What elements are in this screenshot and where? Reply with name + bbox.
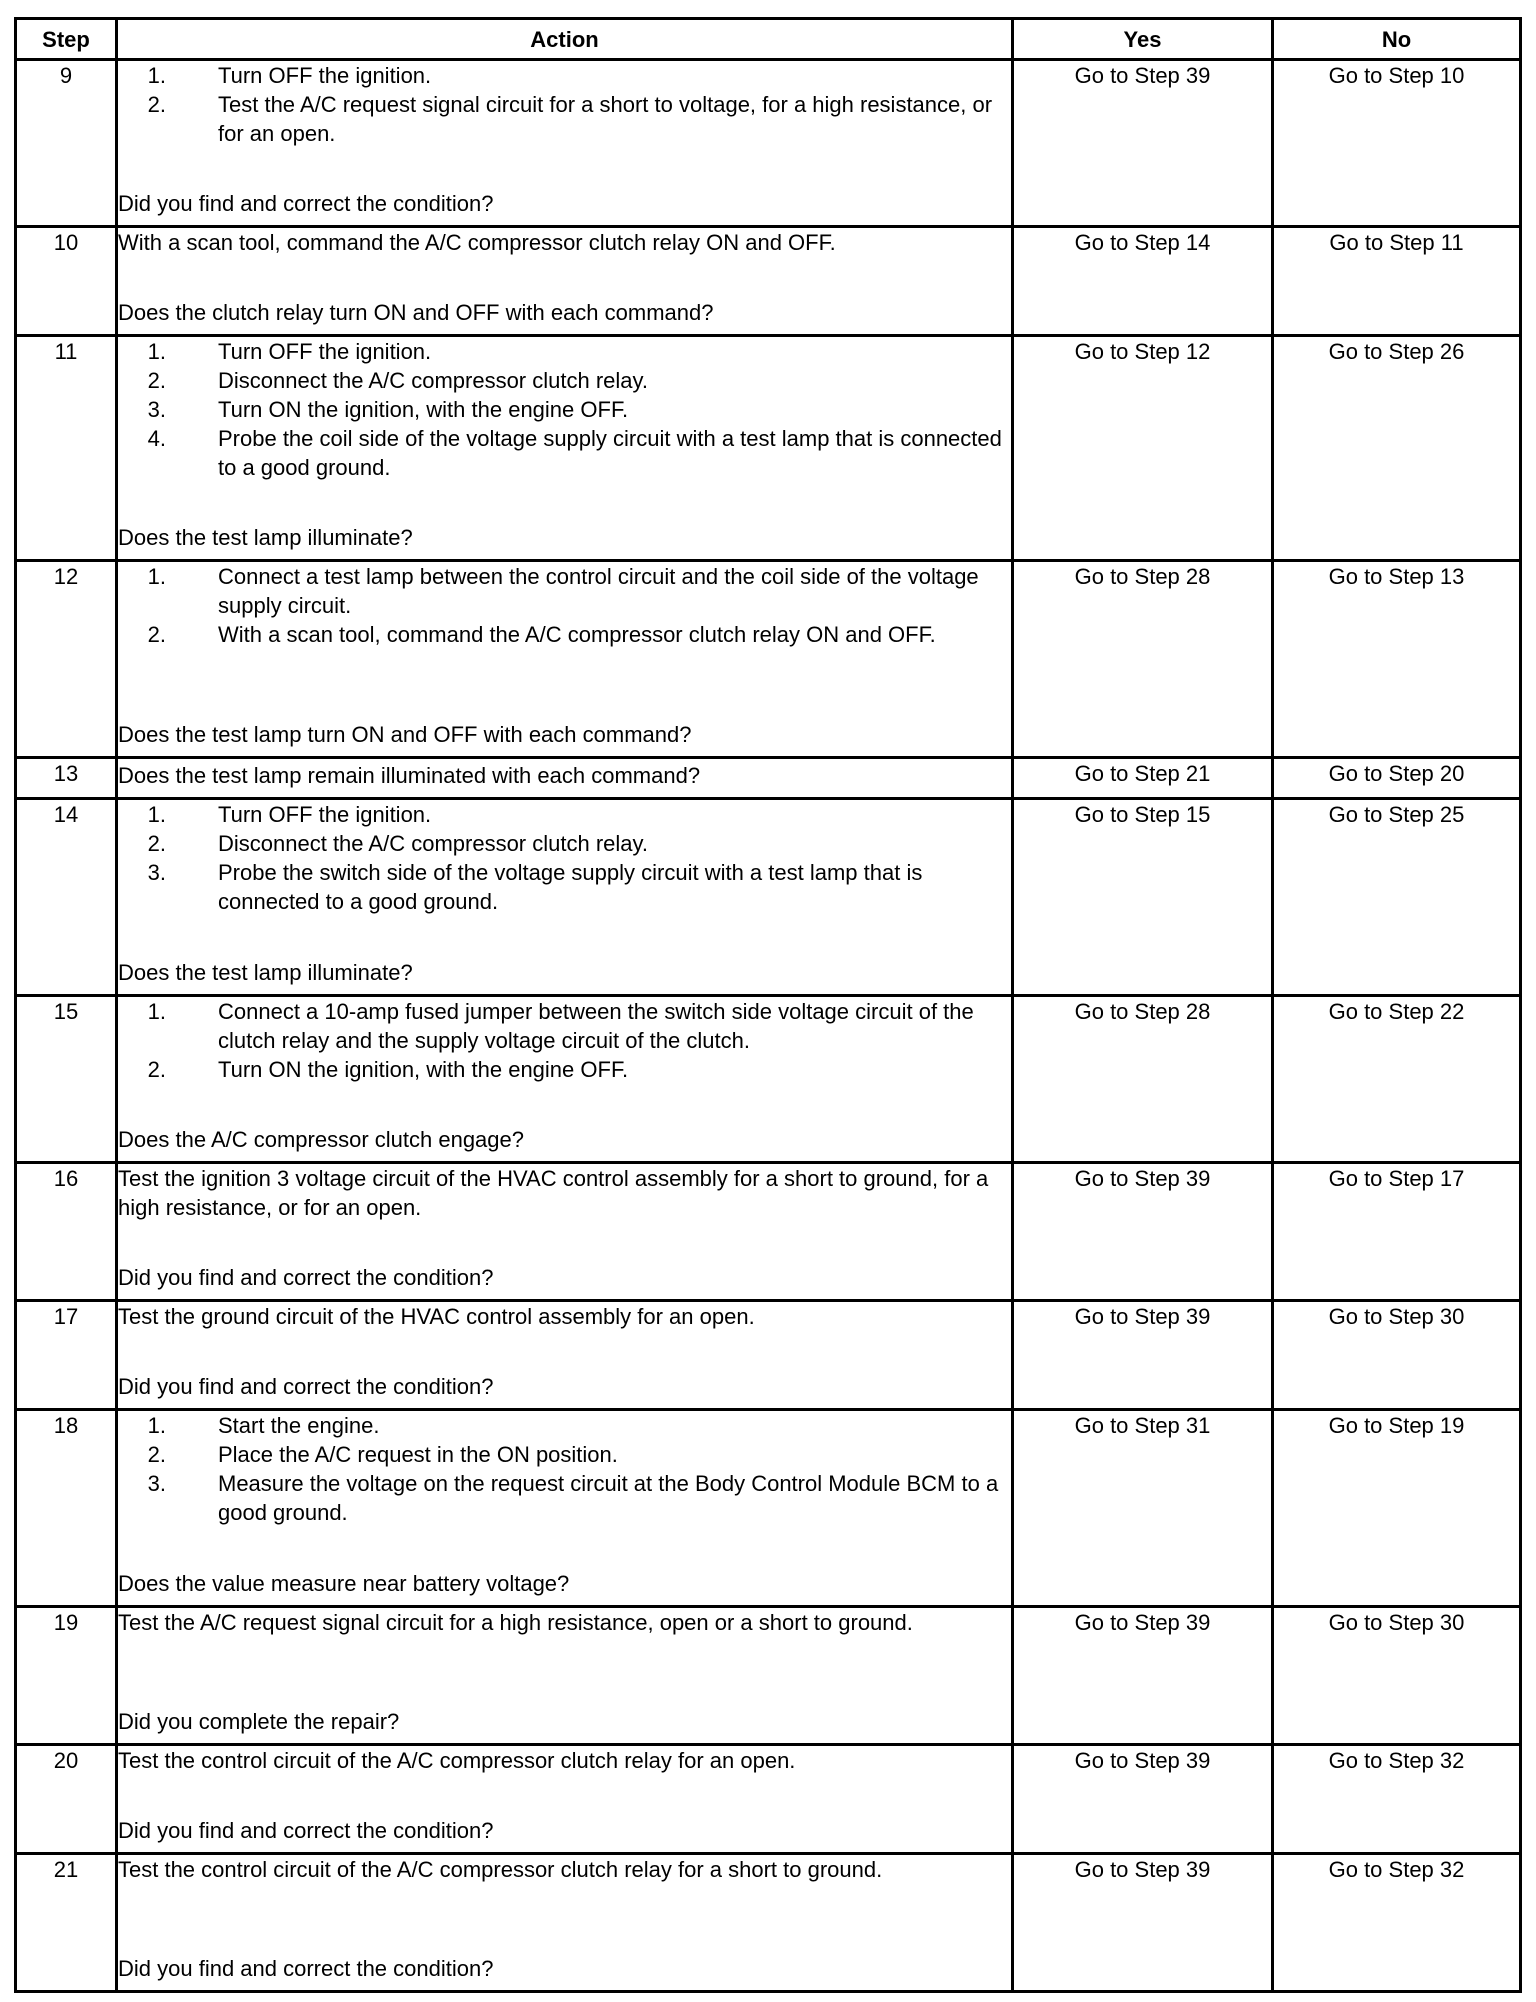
table-row [16,1854,1521,1992]
list-item-number: 1. [147,564,166,589]
action-cell [117,1745,1013,1854]
step-number: 19 [16,1607,117,1745]
action-cell [117,227,1013,336]
list-item-text: Probe the switch side of the voltage supply circuit with a test lamp that is connected to a good ground. [218,860,923,914]
list-item-number: 2. [147,622,166,647]
no-result: Go to Step 26 [1273,336,1521,561]
yes-result: Go to Step 39 [1013,1745,1273,1854]
list-item-number: 1. [147,1413,166,1438]
list-item-text: Start the engine. [218,1413,380,1438]
list-item [118,366,1011,395]
table-row [16,561,1521,758]
step-number: 14 [16,799,117,996]
table-row [16,1301,1521,1410]
action-instruction: Test the control circuit of the A/C compressor clutch relay for an open. [118,1748,796,1773]
action-question: Did you find and correct the condition? [118,1818,494,1843]
list-item [118,997,1011,1055]
action-question: Does the test lamp illuminate? [118,960,413,985]
list-item-number: 2. [147,1442,166,1467]
list-item [118,620,1011,649]
diagnostic-table [14,17,1522,1993]
list-item-text: Measure the voltage on the request circuit at the Body Control Module BCM to a good ground. [218,1471,999,1525]
yes-result: Go to Step 28 [1013,996,1273,1163]
step-number: 10 [16,227,117,336]
table-row [16,1607,1521,1745]
yes-result: Go to Step 39 [1013,1163,1273,1301]
yes-result: Go to Step 31 [1013,1410,1273,1607]
action-question: Did you find and correct the condition? [118,191,494,216]
no-result: Go to Step 20 [1273,758,1521,799]
yes-result: Go to Step 39 [1013,1607,1273,1745]
action-cell [117,758,1013,799]
action-question: Does the A/C compressor clutch engage? [118,1127,525,1152]
list-item-number: 3. [147,397,166,422]
list-item-text: Turn OFF the ignition. [218,63,432,88]
action-instruction: Test the A/C request signal circuit for a high resistance, open or a short to ground. [118,1610,913,1635]
list-item-number: 1. [147,63,166,88]
no-result: Go to Step 25 [1273,799,1521,996]
no-result: Go to Step 17 [1273,1163,1521,1301]
yes-result: Go to Step 28 [1013,561,1273,758]
list-item [118,1469,1011,1527]
no-result: Go to Step 32 [1273,1854,1521,1992]
list-item-number: 1. [147,999,166,1024]
list-item-text: With a scan tool, command the A/C compressor clutch relay ON and OFF. [218,622,936,647]
table-row [16,996,1521,1163]
list-item-number: 2. [147,831,166,856]
header-yes: Yes [1013,19,1273,60]
list-item-text: Disconnect the A/C compressor clutch relay. [218,368,648,393]
list-item [118,858,1011,916]
no-result: Go to Step 11 [1273,227,1521,336]
action-cell [117,1163,1013,1301]
step-number: 16 [16,1163,117,1301]
list-item [118,1411,1011,1440]
table-row [16,227,1521,336]
list-item-text: Connect a 10-amp fused jumper between the switch side voltage circuit of the clutch relay and the supply voltage circuit of the clutch. [218,999,974,1053]
header-step: Step [16,19,117,60]
yes-result: Go to Step 21 [1013,758,1273,799]
step-number: 21 [16,1854,117,1992]
table-row [16,1745,1521,1854]
list-item-number: 3. [147,860,166,885]
action-instruction: Test the ground circuit of the HVAC control assembly for an open. [118,1304,755,1329]
table-row [16,336,1521,561]
header-action: Action [117,19,1013,60]
action-question: Does the clutch relay turn ON and OFF with each command? [118,300,714,325]
no-result: Go to Step 19 [1273,1410,1521,1607]
action-steps-list [118,562,1011,649]
step-number: 18 [16,1410,117,1607]
table-row [16,60,1521,227]
list-item-text: Disconnect the A/C compressor clutch relay. [218,831,648,856]
list-item-number: 4. [147,426,166,451]
action-instruction: Test the control circuit of the A/C compressor clutch relay for a short to ground. [118,1857,883,1882]
list-item [118,90,1011,148]
action-question: Does the value measure near battery voltage? [118,1571,570,1596]
no-result: Go to Step 30 [1273,1301,1521,1410]
list-item [118,1055,1011,1084]
list-item [118,562,1011,620]
list-item-number: 2. [147,1057,166,1082]
list-item-number: 1. [147,339,166,364]
action-cell [117,1607,1013,1745]
table-row [16,1410,1521,1607]
list-item-text: Turn ON the ignition, with the engine OFF. [218,397,629,422]
list-item-number: 2. [147,92,166,117]
list-item [118,829,1011,858]
action-question: Does the test lamp illuminate? [118,525,413,550]
list-item-text: Connect a test lamp between the control circuit and the coil side of the voltage supply circuit. [218,564,979,618]
yes-result: Go to Step 12 [1013,336,1273,561]
action-steps-list [118,1411,1011,1527]
step-number: 15 [16,996,117,1163]
step-number: 11 [16,336,117,561]
step-number: 9 [16,60,117,227]
yes-result: Go to Step 39 [1013,1301,1273,1410]
action-steps-list [118,337,1011,482]
table-row [16,758,1521,799]
no-result: Go to Step 22 [1273,996,1521,1163]
list-item [118,337,1011,366]
step-number: 13 [16,758,117,799]
yes-result: Go to Step 15 [1013,799,1273,996]
list-item [118,424,1011,482]
no-result: Go to Step 30 [1273,1607,1521,1745]
no-result: Go to Step 10 [1273,60,1521,227]
list-item-number: 1. [147,802,166,827]
no-result: Go to Step 13 [1273,561,1521,758]
yes-result: Go to Step 39 [1013,1854,1273,1992]
action-question: Did you find and correct the condition? [118,1265,494,1290]
action-cell [117,1410,1013,1607]
list-item [118,1440,1011,1469]
step-number: 17 [16,1301,117,1410]
list-item-text: Place the A/C request in the ON position. [218,1442,618,1467]
action-question: Does the test lamp turn ON and OFF with each command? [118,722,692,747]
action-cell [117,60,1013,227]
list-item-number: 2. [147,368,166,393]
list-item-text: Turn OFF the ignition. [218,802,432,827]
action-instruction: With a scan tool, command the A/C compressor clutch relay ON and OFF. [118,230,836,255]
action-cell [117,799,1013,996]
action-question: Does the test lamp remain illuminated with each command? [118,763,701,788]
action-cell [117,561,1013,758]
list-item [118,395,1011,424]
step-number: 12 [16,561,117,758]
table-row [16,1163,1521,1301]
action-question: Did you find and correct the condition? [118,1374,494,1399]
header-row [16,19,1521,60]
header-no: No [1273,19,1521,60]
list-item-text: Test the A/C request signal circuit for a short to voltage, for a high resistance, or for an open. [218,92,993,146]
list-item-text: Turn ON the ignition, with the engine OFF. [218,1057,629,1082]
action-cell [117,996,1013,1163]
yes-result: Go to Step 14 [1013,227,1273,336]
table-row [16,799,1521,996]
action-question: Did you complete the repair? [118,1709,400,1734]
action-instruction: Test the ignition 3 voltage circuit of the HVAC control assembly for a short to ground, for a high resistance, or for an open. [118,1166,989,1220]
action-steps-list [118,800,1011,916]
list-item [118,800,1011,829]
list-item [118,61,1011,90]
list-item-text: Probe the coil side of the voltage supply circuit with a test lamp that is connected to a good ground. [218,426,1002,480]
no-result: Go to Step 32 [1273,1745,1521,1854]
list-item-text: Turn OFF the ignition. [218,339,432,364]
action-cell [117,1301,1013,1410]
action-cell [117,1854,1013,1992]
step-number: 20 [16,1745,117,1854]
list-item-number: 3. [147,1471,166,1496]
action-steps-list [118,997,1011,1084]
action-cell [117,336,1013,561]
yes-result: Go to Step 39 [1013,60,1273,227]
action-question: Did you find and correct the condition? [118,1956,494,1981]
action-steps-list [118,61,1011,148]
